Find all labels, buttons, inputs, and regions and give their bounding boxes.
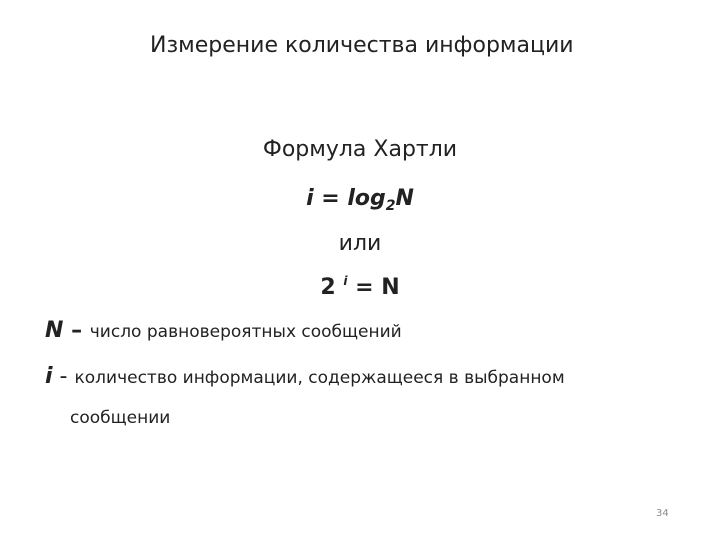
definition-text: число равновероятных сообщений <box>89 322 402 342</box>
formula2-base: 2 <box>320 275 344 300</box>
definition-symbol: N <box>45 318 64 343</box>
formula2-exponent: i <box>343 274 348 288</box>
definition-continuation: сообщении <box>70 408 171 428</box>
definition-symbol: i <box>45 364 53 389</box>
formula-heading: Формула Хартли <box>262 137 458 162</box>
formula-log-base: 2 <box>385 198 396 214</box>
formula-log: = log <box>313 186 386 211</box>
formula-var-i: i <box>306 186 314 211</box>
exponent-formula <box>0 272 720 304</box>
formula2-rest: = N <box>347 275 400 300</box>
definition-separator: - <box>52 364 75 389</box>
or-text: или <box>338 231 382 256</box>
definition-separator: – <box>63 318 90 343</box>
formula-var-n: N <box>395 186 414 211</box>
slide-title: Измерение количества информации <box>150 33 574 58</box>
definition-text: количество информации, содержащееся в выбранном <box>74 368 565 388</box>
page-number: 34 <box>656 508 669 519</box>
definition-n <box>45 318 402 343</box>
definition-i <box>45 364 565 389</box>
hartley-formula <box>0 183 720 215</box>
